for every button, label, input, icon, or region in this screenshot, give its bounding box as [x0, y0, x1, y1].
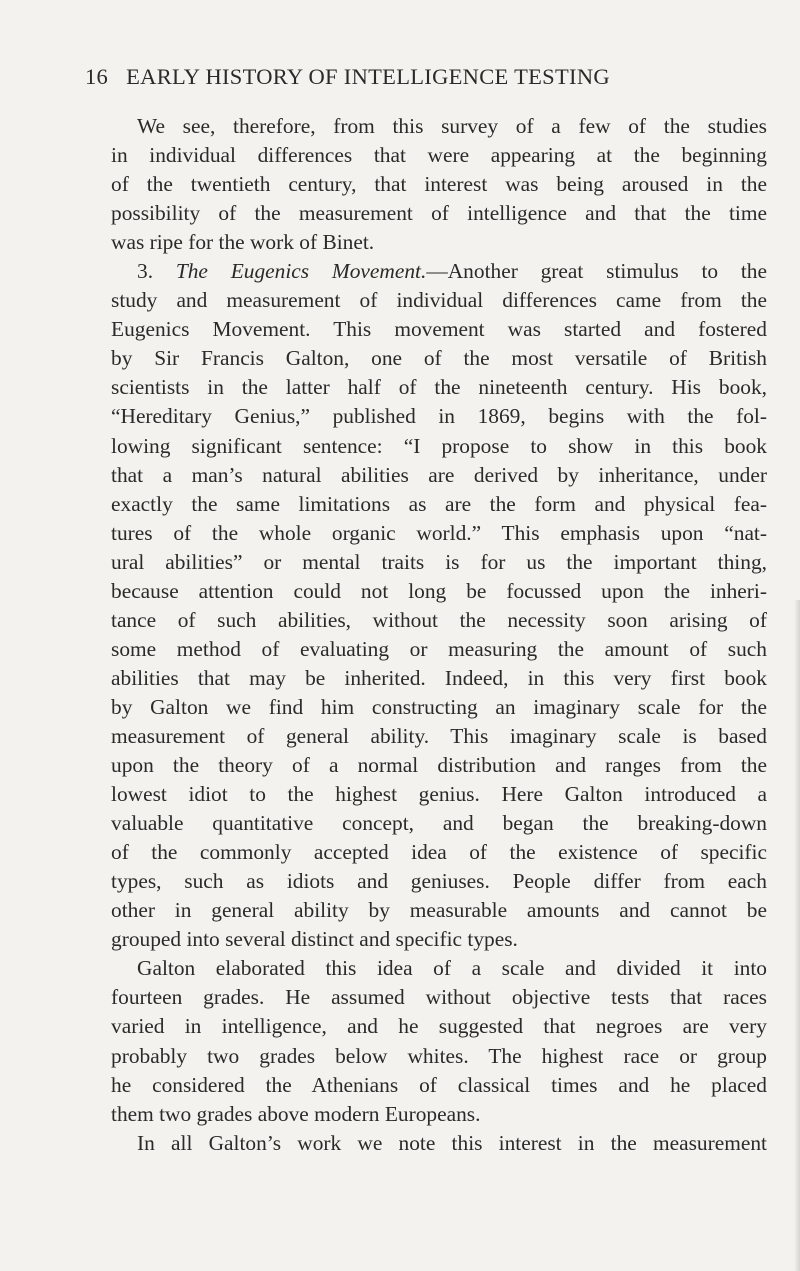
text-line: them two grades above modern Europeans.	[111, 1101, 481, 1126]
text-line: in individual differences that were appearing at the beginning	[111, 143, 767, 168]
text-line: valuable quantitative concept, and began the breaking-down	[111, 811, 767, 836]
section-heading: The Eugenics Movement.	[175, 259, 427, 284]
page-edge-shadow	[794, 600, 800, 1271]
text-line: tures of the whole organic world.” This emphasis upon “nat-	[111, 520, 767, 545]
text-line: In all Galton’s work we note this interest in the measurement	[137, 1130, 767, 1155]
text-line: scientists in the latter half of the nineteenth century. His book,	[111, 375, 767, 400]
text-line: Eugenics Movement. This movement was started and fostered	[111, 317, 767, 342]
body-text	[111, 112, 767, 1158]
text-line: by Galton we find him constructing an imaginary scale for the	[111, 694, 767, 719]
text-line: other in general ability by measurable amounts and cannot be	[111, 898, 767, 923]
section-number: 3.	[137, 259, 154, 284]
text-line: We see, therefore, from this survey of a few of the studies	[137, 114, 767, 138]
text-line: some method of evaluating or measuring the amount of such	[111, 636, 767, 661]
text-line-fragment: —Another great stimulus to the	[426, 259, 767, 284]
running-title: EARLY HISTORY OF INTELLIGENCE TESTING	[126, 64, 610, 89]
text-line: “Hereditary Genius,” published in 1869, begins with the fol-	[111, 404, 767, 429]
text-line: was ripe for the work of Binet.	[111, 230, 375, 255]
text-line: tance of such abilities, without the necessity soon arising of	[111, 607, 767, 632]
text-line: fourteen grades. He assumed without objective tests that races	[111, 985, 767, 1010]
text-line: probably two grades below whites. The highest race or group	[111, 1043, 767, 1068]
text-line: by Sir Francis Galton, one of the most versatile of British	[111, 346, 767, 371]
text-line: possibility of the measurement of intelligence and that the time	[111, 201, 767, 226]
text-line: because attention could not long be focussed upon the inheri-	[111, 578, 767, 603]
text-line: study and measurement of individual differences came from the	[111, 288, 767, 313]
text-line: grouped into several distinct and specific types.	[111, 927, 518, 952]
text-line: measurement of general ability. This imaginary scale is based	[111, 723, 767, 748]
text-line: lowest idiot to the highest genius. Here Galton introduced a	[111, 782, 767, 807]
text-line: varied in intelligence, and he suggested that negroes are very	[111, 1014, 767, 1039]
text-line: of the commonly accepted idea of the existence of specific	[111, 840, 767, 865]
text-line: abilities that may be inherited. Indeed, in this very first book	[111, 665, 767, 690]
text-line: ural abilities” or mental traits is for us the important thing,	[111, 549, 767, 574]
text-line: upon the theory of a normal distribution and ranges from the	[111, 753, 767, 778]
page-number: 16	[85, 64, 109, 89]
text-line: exactly the same limitations as are the form and physical fea-	[111, 491, 767, 516]
text-line: Galton elaborated this idea of a scale and divided it into	[137, 956, 767, 981]
section-heading-line	[111, 257, 767, 286]
running-header	[85, 64, 765, 90]
text-line: lowing significant sentence: “I propose to show in this book	[111, 433, 767, 458]
text-line: types, such as idiots and geniuses. People differ from each	[111, 869, 767, 894]
text-line: of the twentieth century, that interest was being aroused in the	[111, 172, 767, 197]
text-line: he considered the Athenians of classical times and he placed	[111, 1072, 767, 1097]
text-line: that a man’s natural abilities are derived by inheritance, under	[111, 462, 767, 487]
